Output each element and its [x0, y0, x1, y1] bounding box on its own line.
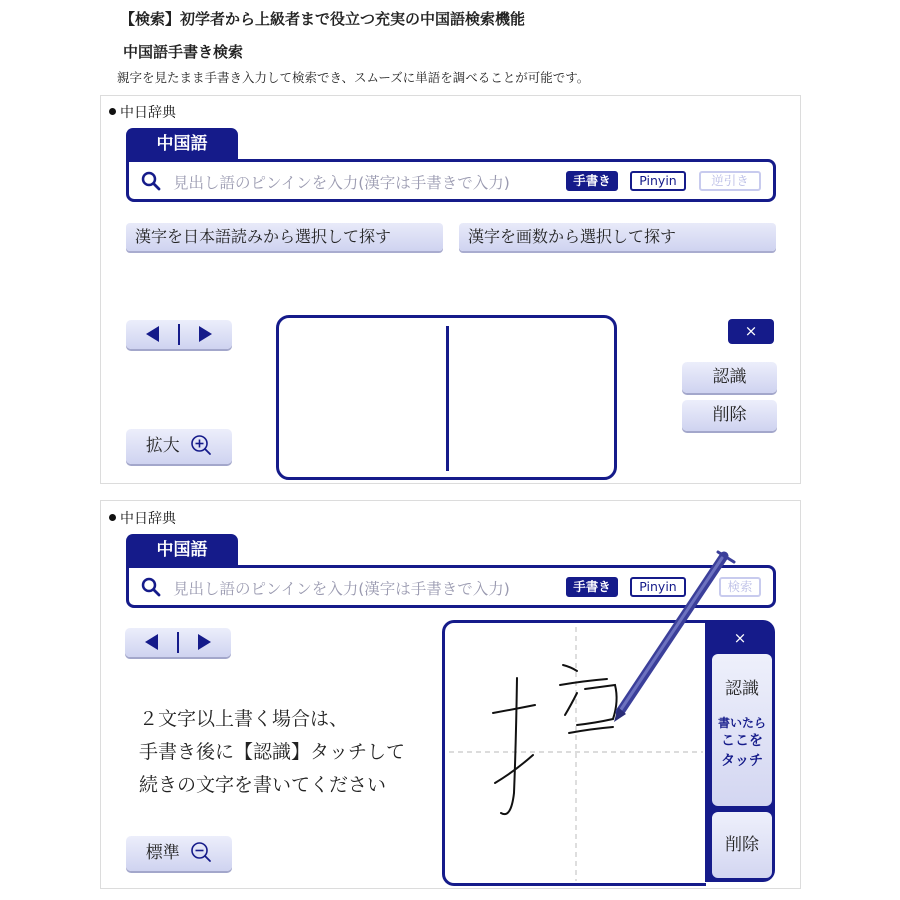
dictionary-label: [109, 508, 176, 528]
bullet-icon: [109, 108, 116, 115]
zoom-in-label: 拡大: [145, 436, 180, 456]
arrow-right-icon[interactable]: [198, 634, 211, 650]
recognize-hint-3: タッチ: [721, 753, 763, 769]
dictionary-panel-enlarged: [100, 95, 801, 484]
recognize-label: 認識: [725, 679, 759, 699]
bullet-icon: [109, 514, 116, 521]
section-description: 親字を見たまま手書き入力して検索でき、スムーズに単語を調べることが可能です。: [117, 70, 590, 85]
cursor-nav-buttons[interactable]: [125, 628, 231, 657]
search-button[interactable]: 検索: [719, 577, 761, 597]
search-input[interactable]: 見出し語のピンインを入力(漢字は手書きで入力): [173, 174, 510, 192]
zoom-out-label: 標準: [145, 843, 180, 863]
hint-line-2: 手書き後に【認識】タッチして: [139, 741, 406, 763]
reverse-lookup-button[interactable]: 逆引き: [699, 171, 761, 191]
stylus-pen-icon: [606, 546, 746, 726]
zoom-in-button[interactable]: [126, 429, 232, 464]
dictionary-label: [109, 102, 176, 122]
dictionary-panel-standard: [100, 500, 801, 889]
handwriting-canvas[interactable]: [276, 315, 617, 480]
delete-button[interactable]: 削除: [712, 812, 772, 878]
zoom-out-button[interactable]: [126, 836, 232, 871]
section-subtitle: 中国語手書き検索: [123, 43, 244, 61]
tab-chinese[interactable]: 中国語: [126, 534, 238, 566]
nav-divider: [178, 324, 180, 345]
select-by-stroke-count-button[interactable]: 漢字を画数から選択して探す: [459, 223, 776, 251]
recognize-hint-1: 書いたら: [717, 716, 766, 730]
zoom-in-icon: [190, 434, 212, 456]
search-bar[interactable]: [126, 159, 776, 202]
arrow-right-icon[interactable]: [199, 326, 212, 342]
pinyin-mode-button[interactable]: Pinyin: [630, 577, 686, 597]
search-icon: [141, 171, 161, 191]
search-icon: [141, 577, 161, 597]
hint-line-1: ２文字以上書く場合は、: [139, 708, 349, 730]
select-by-japanese-reading-button[interactable]: 漢字を日本語読みから選択して探す: [126, 223, 443, 251]
recognize-hint-2: ここを: [721, 733, 763, 749]
search-input[interactable]: 見出し語のピンインを入力(漢字は手書きで入力): [173, 580, 510, 598]
dictionary-name: 中日辞典: [120, 105, 176, 121]
page-heading: 【検索】初学者から上級者まで役立つ充実の中国語検索機能: [120, 10, 526, 28]
recognize-button[interactable]: 認識: [682, 362, 777, 393]
hint-line-3: 続きの文字を書いてください: [139, 774, 387, 796]
handwriting-mode-button[interactable]: 手書き: [566, 171, 618, 191]
handwriting-mode-button[interactable]: 手書き: [566, 577, 618, 597]
pinyin-mode-button[interactable]: Pinyin: [630, 171, 686, 191]
close-button[interactable]: ×: [728, 319, 774, 344]
close-button[interactable]: ×: [733, 629, 747, 647]
cursor-nav-buttons[interactable]: [126, 320, 232, 349]
dictionary-name: 中日辞典: [120, 511, 176, 527]
delete-button[interactable]: 削除: [682, 400, 777, 431]
canvas-divider: [446, 326, 449, 471]
arrow-left-icon[interactable]: [146, 326, 159, 342]
arrow-left-icon[interactable]: [145, 634, 158, 650]
nav-divider: [177, 632, 179, 653]
tab-chinese[interactable]: 中国語: [126, 128, 238, 160]
zoom-out-icon: [190, 841, 212, 863]
